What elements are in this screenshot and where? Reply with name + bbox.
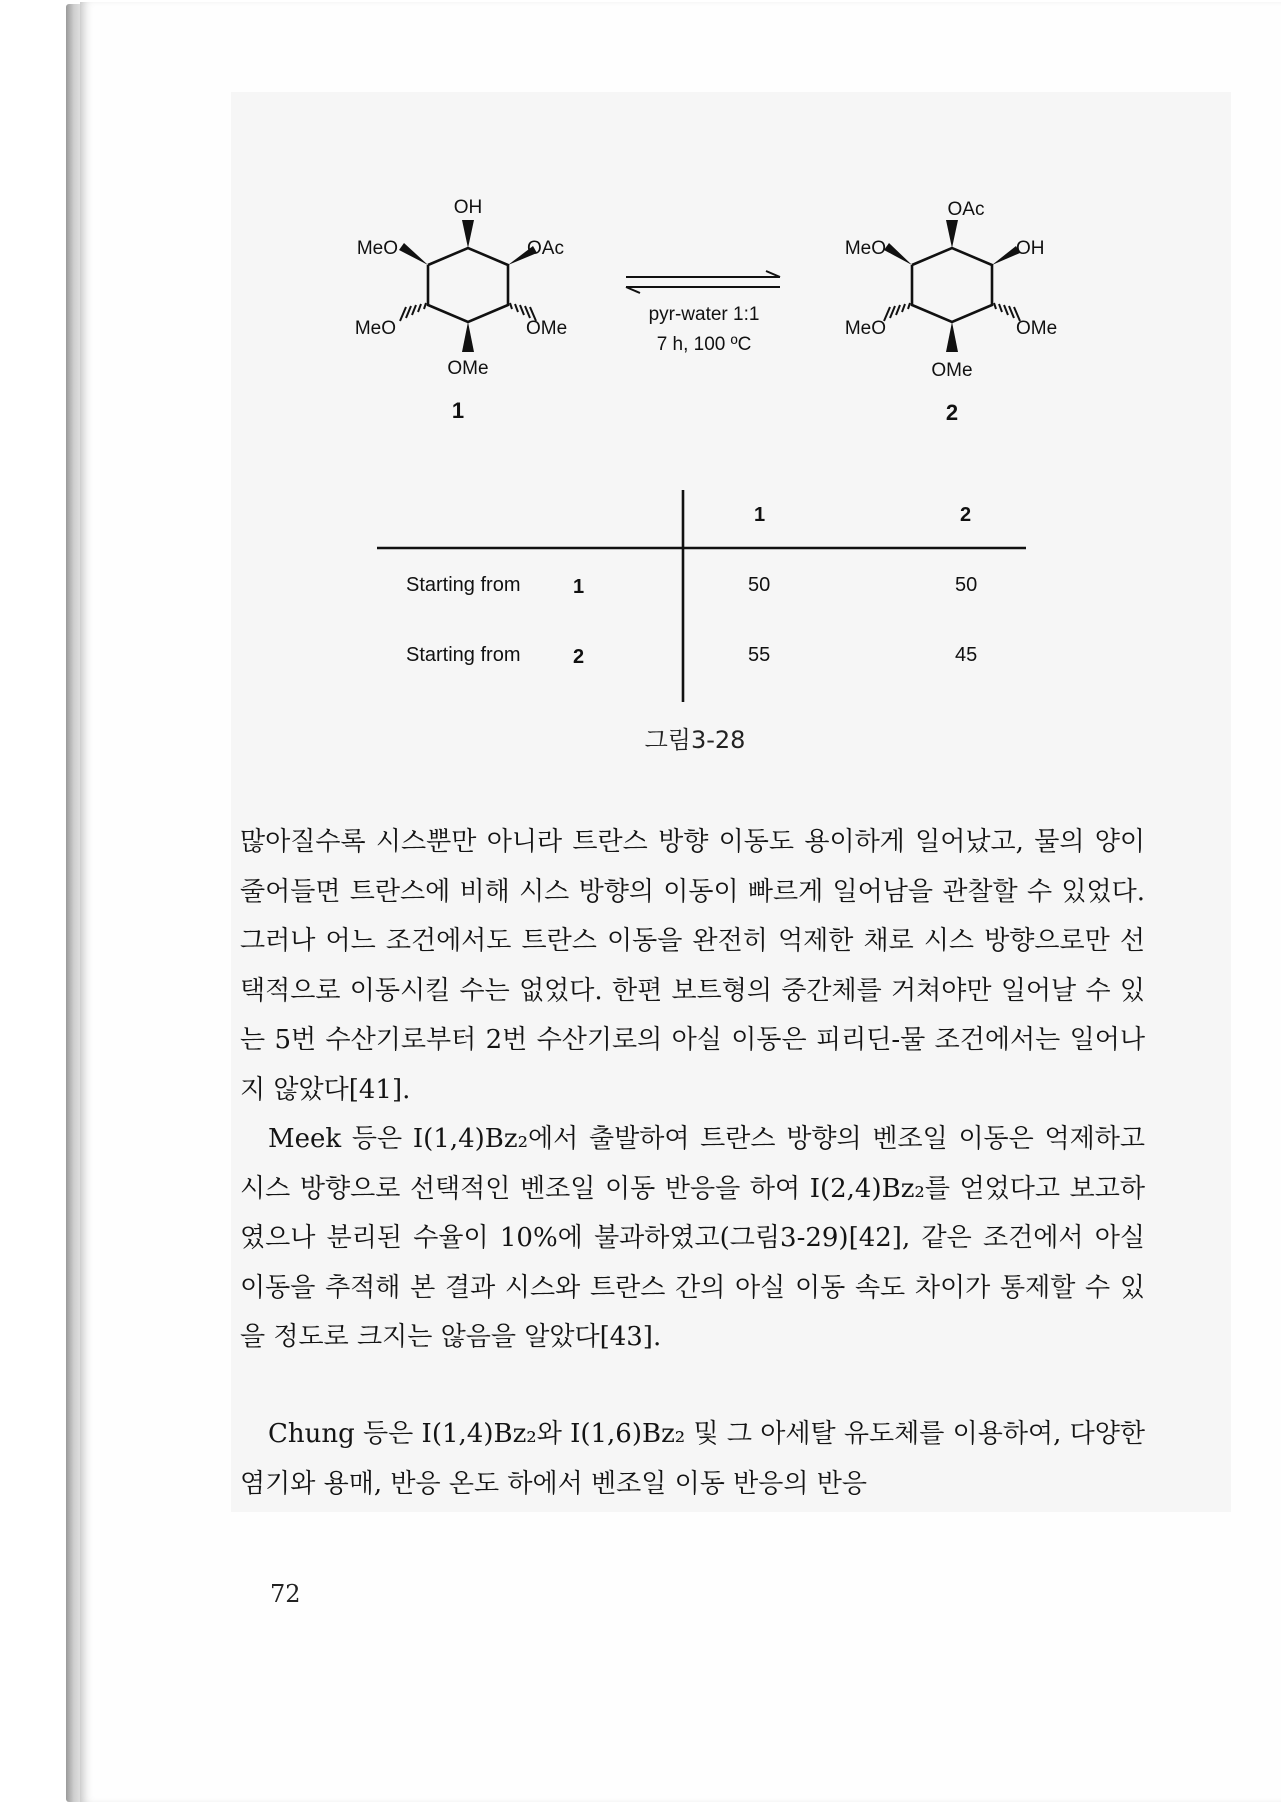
reaction-conditions-solvent: pyr-water 1:1 [648,304,760,325]
body-paragraph-3: Chung 등은 I(1,4)Bz₂와 I(1,6)Bz₂ 및 그 아세탈 유도체를 이용하여, 다양한 염기와 용매, 반응 온도 하에서 벤조일 이동 반응의 반응 [240,1419,1145,1499]
compound-2-top-sub: OAc [947,199,985,220]
table-row-2-compound: 2 [573,646,585,668]
compound-2-wedge-bottom [946,322,958,352]
table-col-header-2: 2 [960,504,972,526]
compound-2-upper-right-sub: OH [1016,238,1045,259]
compound-2-lower-right-sub: OMe [1016,318,1058,339]
compound-1-hash-lower-left [400,303,426,321]
table-row-1-compound: 1 [573,576,585,598]
table-row-1-value-1: 50 [748,574,771,596]
reaction-scheme-figure [0,0,1284,760]
table-col-header-1: 1 [754,504,766,526]
reaction-conditions-time-temp: 7 h, 100 ºC [656,334,752,355]
compound-1-upper-left-sub: MeO [356,238,398,259]
compound-1-ring [428,248,508,322]
page-number: 72 [270,1580,301,1608]
compound-2-bottom-sub: OMe [931,360,973,381]
compound-1-structure [399,220,537,352]
table-row-2-label: Starting from [406,644,521,666]
table-row-1-value-2: 50 [955,574,978,596]
compound-2-structure [884,220,1020,352]
equilibrium-arrows [626,271,780,293]
body-paragraph-1: 많아질수록 시스뿐만 아니라 트란스 방향 이동도 용이하게 일어났고, 물의 양이 줄어들면 트란스에 비해 시스 방향의 이동이 빠르게 일어남을 관찰할 수 있었다. 그러나 어느 조건에서도 트란스 이동을 완전히 억제한 채로 시스 방향으로만 선택적으로 이동시킬 수는 없었다. 한편 보트형의 중간체를 거쳐야만 일어날 수 있는 5번 수산기로부터 2번 수산기로의 아실 이동은 피리딘-물 조건에서는 일어나지 않았다[41]. [240,827,1146,1105]
compound-2-hash-lower-left [884,303,910,321]
compound-1-bottom-sub: OMe [447,358,489,379]
compound-2-ring [912,248,992,322]
compound-1-upper-right-sub: OAc [527,238,564,259]
compound-2-wedge-top [946,220,958,248]
compound-2-wedge-upper-left [884,243,912,265]
compound-2-upper-left-sub: MeO [844,238,886,259]
compound-1-wedge-bottom [462,322,474,352]
compound-1-lower-left-sub: MeO [354,318,396,339]
body-paragraph-2: Meek 등은 I(1,4)Bz₂에서 출발하여 트란스 방향의 벤조일 이동은 억제하고 시스 방향으로 선택적인 벤조일 이동 반응을 하여 I(2,4)Bz₂를 얻었다고 보고하였으나 분리된 수율이 10%에 불과하였고(그림3-29)[42], 같은 조건에서 아실 이동을 추적해 본 결과 시스와 트란스 간의 아실 이동 속도 차이가 통제할 수 있을 정도로 크지는 않음을 알았다[43]. [240,1124,1145,1352]
figure-caption: 그림3-28 [644,726,746,754]
compound-1-top-sub: OH [453,197,483,218]
table-row-2-value-1: 55 [748,644,771,666]
compound-2-lower-left-sub: MeO [844,318,886,339]
compound-2-label: 2 [945,400,959,425]
table-row-2-value-2: 45 [955,644,978,666]
table-row-1-label: Starting from [406,574,521,596]
compound-1-lower-right-sub: OMe [526,318,568,339]
compound-1-label: 1 [451,398,465,423]
compound-1-wedge-upper-left [399,243,428,265]
compound-1-wedge-top [462,220,474,248]
